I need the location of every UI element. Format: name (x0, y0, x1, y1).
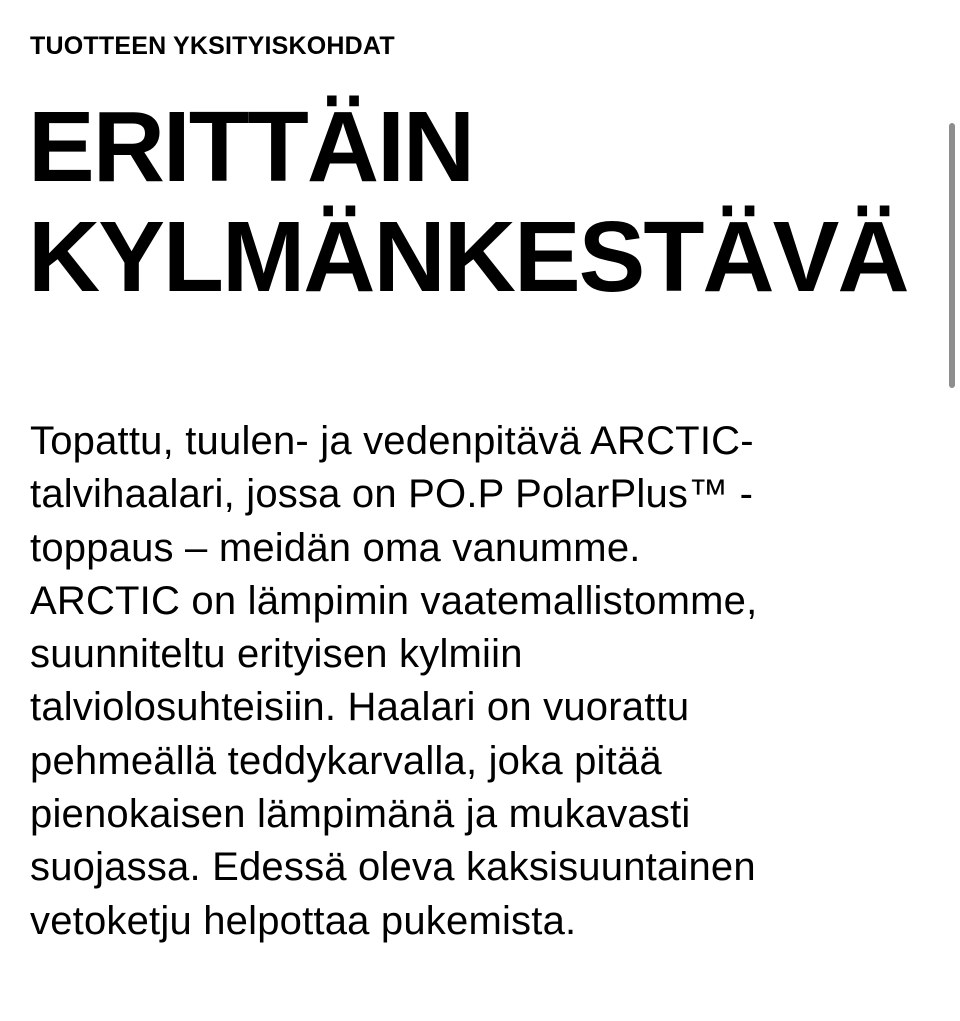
product-headline (28, 92, 908, 312)
description-line: suojassa. Edessä oleva kaksisuuntainen (30, 845, 756, 890)
description-line: talviolosuhteisiin. Haalari on vuorattu (30, 685, 690, 730)
headline-line-2: KYLMÄNKESTÄVÄ (28, 201, 908, 313)
description-line: Topattu, tuulen- ja vedenpitävä ARCTIC- (30, 419, 754, 463)
headline-line-1: ERITTÄIN (28, 91, 474, 203)
description-line: ARCTIC on lämpimin vaatemallistomme, (30, 578, 758, 623)
vertical-scrollbar[interactable] (942, 0, 960, 1021)
description-line: talvihaalari, jossa on PO.P PolarPlus™ - (30, 472, 754, 517)
section-label: TUOTTEEN YKSITYISKOHDAT (30, 32, 395, 60)
description-line: suunniteltu erityisen kylmiin (30, 632, 523, 677)
product-description (30, 415, 930, 948)
description-line: pehmeällä teddykarvalla, joka pitää (30, 738, 662, 783)
description-line: toppaus – meidän oma vanumme. (30, 525, 641, 570)
scrollbar-thumb[interactable] (949, 123, 955, 388)
description-line: vetoketju helpottaa pukemista. (30, 898, 577, 943)
description-line: pienokaisen lämpimänä ja mukavasti (30, 792, 691, 837)
